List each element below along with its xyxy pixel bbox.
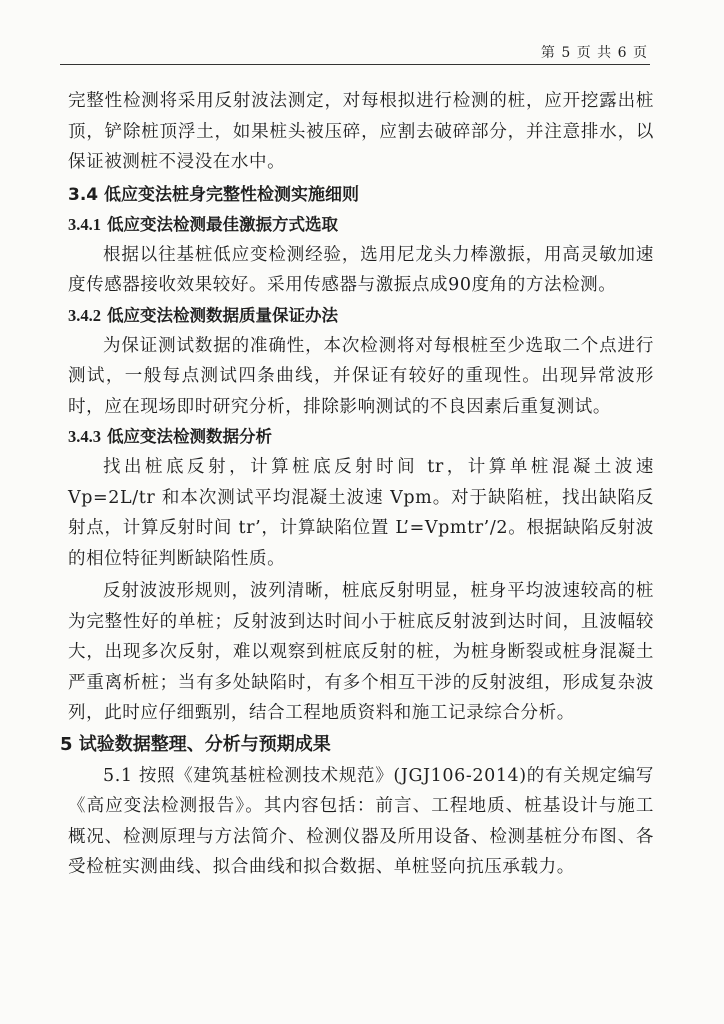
subsection-heading-3-4-1 <box>68 210 654 240</box>
paragraph-quality-assurance: 为保证测试数据的准确性，本次检测将对每根桩至少选取二个点进行测试，一般每点测试四条曲线，并保证有较好的重现性。出现异常波形时，应在现场即时研究分析，排除影响测试的不良因素后重复测试。 <box>68 335 654 417</box>
document-body <box>60 86 654 883</box>
subsection-number: 3.4.3 <box>68 427 101 446</box>
paragraph-excitation-method: 根据以往基桩低应变检测经验，选用尼龙头力棒激振，用高灵敏加速度传感器接收效果较好。采用传感器与激振点成90度角的方法检测。 <box>68 244 654 295</box>
subsection-title: 低应变法检测最佳激振方式选取 <box>107 214 338 234</box>
paragraph-pile-preparation: 完整性检测将采用反射波法测定，对每根拟进行检测的桩，应开挖露出桩顶，铲除桩顶浮土，如果桩头被压碎，应割去破碎部分，并注意排水，以保证被测桩不浸没在水中。 <box>68 91 654 172</box>
section-heading-3-4: 3.4 低应变法桩身完整性检测实施细则 <box>68 184 360 205</box>
chapter-heading-5: 5 试验数据整理、分析与预期成果 <box>60 733 331 755</box>
subsection-title: 低应变法检测数据质量保证办法 <box>107 305 338 325</box>
subsection-heading-3-4-2 <box>68 301 654 331</box>
paragraph-report-contents: 5.1 按照《建筑基桩检测技术规范》(JGJ106-2014)的有关规定编写《高应变法检测报告》。其内容包括：前言、工程地质、桩基设计与施工概况、检测原理与方法简介、检测仪器及所用设备、检测基桩分布图、各受检桩实测曲线、拟合曲线和拟合数据、单桩竖向抗压承载力。 <box>68 765 654 877</box>
subsection-number: 3.4.2 <box>68 305 101 325</box>
subsection-heading-3-4-3 <box>68 422 654 452</box>
subsection-title: 低应变法检测数据分析 <box>107 427 272 446</box>
page-header <box>60 38 650 65</box>
paragraph-data-analysis: 找出桩底反射，计算桩底反射时间 tr，计算单桩混凝土波速 Vp=2L/tr 和本次测试平均混凝土波速 Vpm。对于缺陷桩，找出缺陷反射点，计算反射时间 tr’，计算缺陷位置 L’=Vpmtr’/2。根据缺陷反射波的相位特征判断缺陷性质。 <box>68 457 654 569</box>
paragraph-waveform-judgement: 反射波波形规则，波列清晰，桩底反射明显，桩身平均波速较高的桩为完整性好的单桩；反射波到达时间小于桩底反射波到达时间，且波幅较大，出现多次反射，难以观察到桩底反射的桩，为桩身断裂或桩身混凝土严重离析桩；当有多处缺陷时，有多个相互干涉的反射波组，形成复杂波列，此时应仔细甄别，结合工程地质资料和施工记录综合分析。 <box>68 581 654 723</box>
subsection-number: 3.4.1 <box>68 214 101 234</box>
page-number: 第 5 页 共 6 页 <box>540 45 648 61</box>
